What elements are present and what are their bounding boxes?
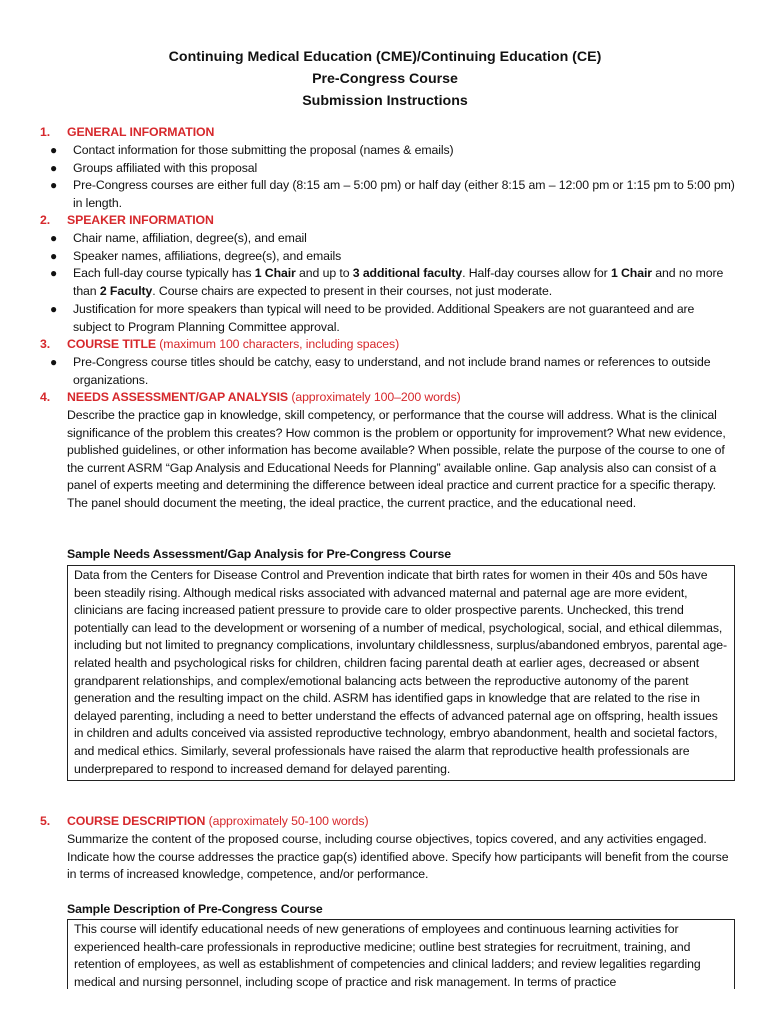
list-item: ● Pre-Congress course titles should be catchy, easy to understand, and not include brand names or references to outside organizations. [50,355,711,387]
section-heading: NEEDS ASSESSMENT/GAP ANALYSIS (approximately 100–200 words) [67,390,461,404]
list-item: ● Speaker names, affiliations, degree(s), and emails [73,248,735,266]
list-item: ● Justification for more speakers than typical will need to be provided. Additional Speakers are not guaranteed and are subject to Program Planning Committee approval. [50,302,695,334]
list-item: ● Each full-day course typically has 1 Chair and up to 3 additional faculty. Half-day courses allow for 1 Chair and no more than 2 Faculty. Course chairs are expected to present in their courses, not just moderate. [50,266,724,298]
list-item: ● Groups affiliated with this proposal [73,160,735,178]
doc-title-line3: Submission Instructions [302,93,468,109]
bullet-icon: ● [50,249,58,263]
bullet-icon: ● [50,302,58,316]
section-heading: COURSE TITLE (maximum 100 characters, including spaces) [67,337,400,351]
sample-label: Sample Needs Assessment/Gap Analysis for Pre-Congress Course [67,547,452,561]
sample-label: Sample Description of Pre-Congress Course [67,902,323,916]
bullet-icon: ● [50,143,58,157]
section-heading: SPEAKER INFORMATION [67,213,214,227]
section-heading: COURSE DESCRIPTION (approximately 50-100 words) [67,814,369,828]
list-item: ● Contact information for those submitting the proposal (names & emails) [73,142,735,160]
section-body-text: Describe the practice gap in knowledge, skill competency, or performance that the course will address. What is the clinical significance of the problem this creates? How common is the problem or opportunity for improvement? What new evidence, published guidelines, or other information has become available? When possible, relate the purpose of the course to one of the current ASRM “Gap Analysis and Educational Needs for Planning” available online. Gap analysis also can consist of a panel of experts meeting and determining the difference between ideal practice and current practice for a specific therapy. The panel should document the meeting, the ideal practice, the current practice, and the educational need. [67,408,726,510]
section-number: 3. [40,337,51,351]
list-item: ● Pre-Congress courses are either full day (8:15 am – 5:00 pm) or half day (either 8:15 am – 12:00 pm or 1:15 pm to 5:00 pm) in length. [50,178,735,210]
doc-title-line1: Continuing Medical Education (CME)/Continuing Education (CE) [168,49,602,65]
section-number: 2. [40,213,51,227]
section-number: 5. [40,814,51,828]
bullet-icon: ● [50,231,58,245]
list-item: ● Chair name, affiliation, degree(s), and email [73,230,735,248]
sample-text-box: This course will identify educational needs of new generations of employees and continuous learning activities for experienced health-care professionals in reproductive medicine; outline best strategies for recruitment, training, and retention of employees, as well as establishment of competencies and clinical ladders; and review legalities regarding medical and nursing personnel, including scope of practice and risk management. In terms of practice [67,919,735,989]
section-number: 1. [40,125,51,139]
section-number: 4. [40,390,51,404]
bullet-icon: ● [50,161,58,175]
section-heading: GENERAL INFORMATION [67,125,215,139]
bullet-icon: ● [50,266,58,280]
bullet-icon: ● [50,355,58,369]
section-body-text: Summarize the content of the proposed course, including course objectives, topics covered, and any activities engaged. Indicate how the course addresses the practice gap(s) identified above. Specify how participants will benefit from the course in terms of increased knowledge, competence, and/or performance. [67,832,729,882]
doc-title-line2: Pre-Congress Course [312,71,458,87]
sample-text-box: Data from the Centers for Disease Control and Prevention indicate that birth rates for women in their 40s and 50s have been steadily rising. Although medical risks associated with advanced maternal and paternal age are more evident, clinicians are facing increased patient pressure to provide care to older prospective parents. Unchecked, this trend potentially can lead to the development or worsening of a number of medical, psychological, social, and ethical dilemmas, including but not limited to pregnancy complications, involuntary childlessness, surplus/abandoned embryos, parental age-related health and psychological risks for children, children facing parental death at earlier ages, decreased or absent grandparent relationships, and complex/emotional balancing acts between the reproductive autonomy of the parent generation and the resulting impact on the child. ASRM has identified gaps in knowledge that are related to the rise in delayed parenting, including a need to better understand the effects of advanced paternal age on offspring, health issues in children and adults conceived via assisted reproductive technology, embryo abandonment, health and societal factors, and medical ethics. Similarly, several professionals have raised the alarm that reproductive health professionals are underprepared to respond to increased demand for delayed parenting. [67,565,735,781]
bullet-icon: ● [50,178,58,192]
